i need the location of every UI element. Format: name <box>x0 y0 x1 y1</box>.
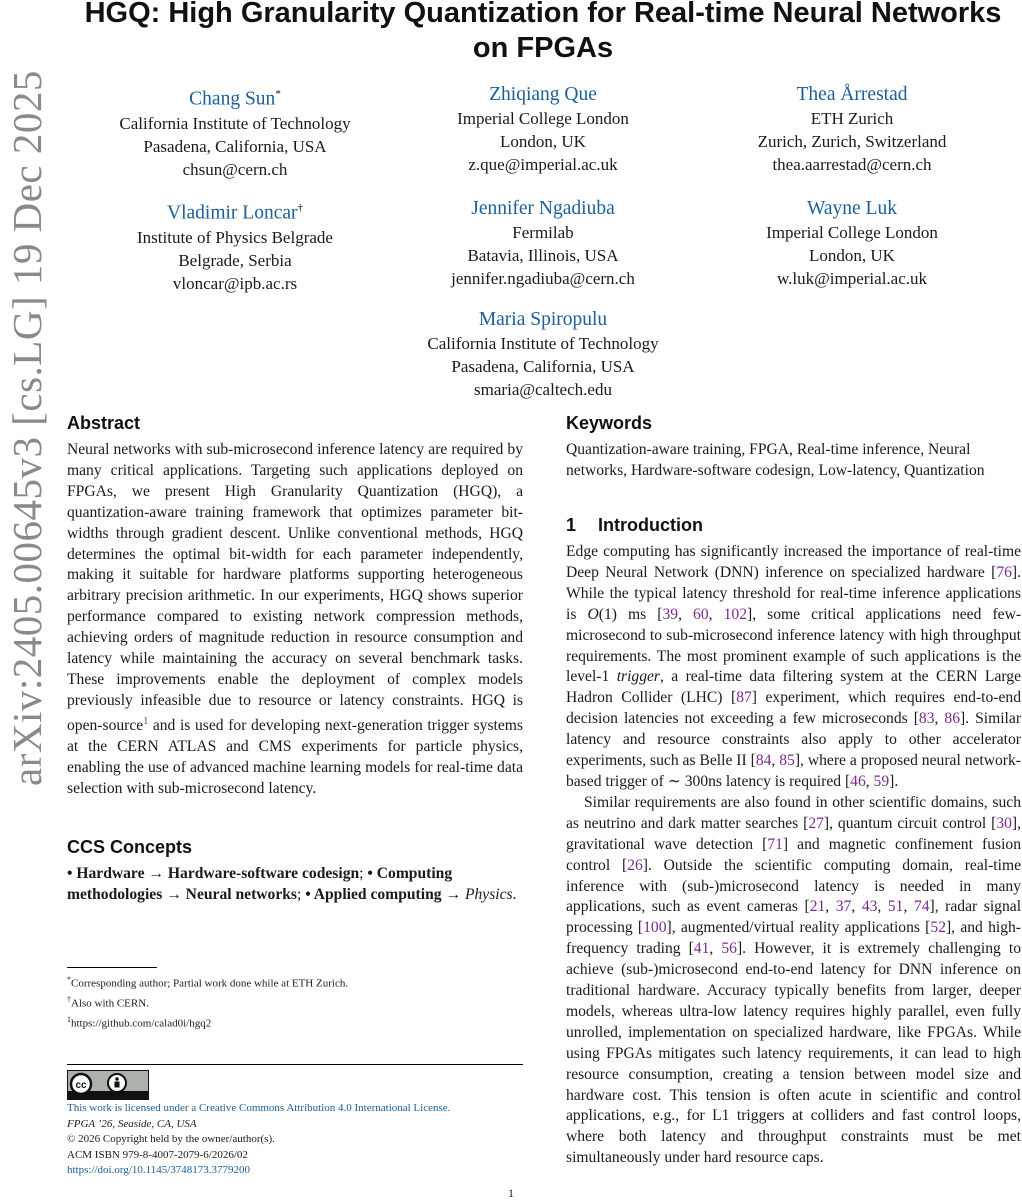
footnote-ref-1[interactable]: 1 <box>143 715 149 727</box>
author-name[interactable]: Thea Årrestad <box>796 84 908 105</box>
author-location: London, UK <box>809 246 895 265</box>
citation-ref[interactable]: 41 <box>693 940 710 958</box>
footnote-2: †Also with CERN. <box>67 995 149 1010</box>
citation-ref[interactable]: 87 <box>736 689 752 707</box>
author-affiliation: California Institute of Technology <box>427 334 659 353</box>
keywords-heading: Keywords <box>566 413 653 433</box>
citation-ref[interactable]: 84 <box>755 752 772 770</box>
author-location: London, UK <box>500 132 586 151</box>
license-link[interactable]: This work is licensed under a Creative Commons Attribution 4.0 International License. <box>67 1102 451 1114</box>
citation-ref[interactable]: 86 <box>944 710 960 728</box>
author-affiliation: Imperial College London <box>766 223 938 242</box>
arxiv-sidebar-stamp: arXiv:2405.00645v3 [cs.LG] 19 Dec 2025 <box>4 70 50 786</box>
page-number: 1 <box>508 1186 514 1200</box>
citation-ref[interactable]: 51 <box>887 898 904 916</box>
author-name[interactable]: Wayne Luk <box>807 198 897 219</box>
ccs-heading: CCS Concepts <box>67 837 193 857</box>
citation-ref[interactable]: 76 <box>996 563 1012 581</box>
ccs-section <box>67 836 523 906</box>
italic-term: trigger <box>616 668 661 686</box>
footnote-3[interactable]: $^1$https://github.com/calad0i/hgq2 <box>67 1015 212 1030</box>
cc-by-badge[interactable] <box>67 1070 149 1100</box>
citation-ref[interactable]: 46 <box>850 772 866 790</box>
footnote-rule <box>67 967 157 968</box>
author-3 <box>85 196 385 295</box>
citation-ref[interactable]: 39 <box>662 605 679 623</box>
footnote-1: *Corresponding author; Partial work done while at ETH Zurich. <box>67 975 349 990</box>
author-affiliation: ETH Zurich <box>810 109 894 128</box>
citation-ref[interactable]: 43 <box>861 898 878 916</box>
author-location: Belgrade, Serbia <box>178 250 292 270</box>
author-name[interactable]: Jennifer Ngadiuba <box>471 198 615 219</box>
citation-ref[interactable]: 71 <box>767 835 783 853</box>
citation-ref[interactable]: 56 <box>721 940 737 958</box>
introduction-section <box>566 514 1021 1169</box>
citation-ref[interactable]: 21 <box>809 898 826 916</box>
license-rule <box>67 1064 523 1065</box>
citation-ref[interactable]: 59 <box>873 772 890 790</box>
author-affiliation: Fermilab <box>512 223 574 242</box>
citation-ref[interactable]: 74 <box>913 898 930 916</box>
doi-link[interactable]: https://doi.org/10.1145/3748173.3779200 <box>67 1164 251 1176</box>
author-5 <box>702 196 1002 290</box>
abstract-section <box>67 412 523 800</box>
citation-ref[interactable]: 85 <box>779 752 795 770</box>
author-name[interactable]: Vladimir Loncar† <box>167 202 303 224</box>
ccs-text: • Hardware → Hardware-software codesign; • Computing methodologies → Neural networks; • Applied computing → Physics. <box>67 865 517 903</box>
venue: FPGA ’26, Seaside, CA, USA <box>67 1117 197 1130</box>
author-location: Pasadena, California, USA <box>143 136 327 156</box>
author-4 <box>393 196 693 290</box>
author-name[interactable]: Chang Sun* <box>189 88 281 110</box>
author-email[interactable]: w.luk@imperial.ac.uk <box>776 269 928 288</box>
citation-ref[interactable]: 102 <box>723 605 748 623</box>
author-1 <box>393 82 693 176</box>
introduction-heading: 1 Introduction <box>566 515 703 535</box>
abstract-heading: Abstract <box>67 413 141 433</box>
italic-term: O <box>587 605 599 623</box>
author-location: Zurich, Zurich, Switzerland <box>757 132 947 151</box>
citation-ref[interactable]: 60 <box>693 605 709 623</box>
license-block <box>67 1101 527 1179</box>
paper-title: HGQ: High Granularity Quantization for Real-time Neural Networks on FPGAs <box>84 0 1002 64</box>
author-location: Pasadena, California, USA <box>451 357 635 376</box>
author-email[interactable]: jennifer.ngadiuba@cern.ch <box>451 269 635 288</box>
citation-ref[interactable]: 27 <box>808 814 824 832</box>
author-name[interactable]: Zhiqiang Que <box>489 84 597 105</box>
intro-paragraph-1: Edge computing has significantly increased the importance of real-time Deep Neural Network (DNN) inference on specialized hardware [76]. While the typical latency threshold for real-time inference applications is O(1) ms [39, 60, 102], some critical applications need few-microsecond to sub-microsecond inference latency with high throughput requirements. The most prominent example of such applications is the level-1 trigger, a real-time data filtering system at the CERN Large Hadron Collider (LHC) [87] experiment, which requires end-to-end decision latencies not exceeding a few microseconds [83, 86]. Similar latency and resource constraints also apply to other accelerator experiments, such as Belle II [84, 85], where a proposed neural network-based trigger of ∼ 300ns latency is required [46, 59]. <box>566 543 1022 790</box>
citation-ref[interactable]: 83 <box>918 710 935 728</box>
author-email[interactable]: z.que@imperial.ac.uk <box>468 155 618 174</box>
svg-text:cc: cc <box>75 1080 87 1091</box>
keywords-text: Quantization-aware training, FPGA, Real-time inference, Neural networks, Hardware-software codesign, Low-latency, Quantization <box>566 441 985 479</box>
author-affiliation: Imperial College London <box>457 109 629 128</box>
author-email[interactable]: smaria@caltech.edu <box>474 380 612 399</box>
footnotes <box>67 972 523 1032</box>
intro-paragraph-2: Similar requirements are also found in other scientific domains, such as neutrino and dark matter searches [27], quantum circuit control [30], gravitational wave detection [71] and magnetic confinement fusion control [26]. Outside the scientific computing domain, real-time inference with (sub-)microsecond latency is needed in many applications, such as event cameras [21, 37, 43, 51, 74], radar signal processing [100], augmented/virtual reality applications [52], and high-frequency trading [41, 56]. However, it is extremely challenging to achieve (sub-)microsecond end-to-end latency for DNN inference on traditional hardware. Accuracy typically benefits from larger, deeper models, whereas ultra-low latency requires highly parallel, even fully unrolled, implementation on specialized hardware, like FPGAs. While using FPGAs mitigates such latency requirements, it can lead to high resource consumption, creating a tension between model size and hardware cost. This tension is often acute in scientific and control applications, e.g., for L1 triggers at colliders and fast control loops, where both latency and throughput constraints must be met simultaneously under hard resource caps. <box>566 793 1022 1167</box>
author-email[interactable]: thea.aarrestad@cern.ch <box>772 155 932 174</box>
citation-ref[interactable]: 37 <box>835 898 852 916</box>
author-location: Batavia, Illinois, USA <box>467 246 619 265</box>
citation-ref[interactable]: 52 <box>930 919 946 937</box>
author-0 <box>85 82 385 181</box>
cc-by-icon <box>68 1071 148 1099</box>
citation-ref[interactable]: 26 <box>627 856 643 874</box>
abstract-text: Neural networks with sub-microsecond inference latency are required by many critical applications. Targeting such applications deployed on FPGAs, we present High Granularity Quantization (HGQ), a quantization-aware training framework that optimizes parameter bit-widths through gradient descent. Unlike conventional methods, HGQ determines the optimal bit-width for each parameter independently, making it suitable for hardware platforms supporting heterogeneous arbitrary precision arithmetic. In our experiments, HGQ shows superior performance compared to existing network compression methods, achieving orders of magnitude reduction in resource consumption and latency while maintaining the accuracy on several benchmark tasks. These improvements enable the deployment of complex models previously infeasible due to resource or latency constraints. HGQ is open-source$^1$ and is used for developing next-generation trigger systems at the CERN ATLAS and CMS experiments for particle physics, enabling the use of advanced machine learning models for real-time data selection with sub-microsecond latency. <box>67 441 523 797</box>
citation-ref[interactable]: 30 <box>996 814 1012 832</box>
author-email[interactable]: vloncar@ipb.ac.rs <box>172 273 298 293</box>
author-affiliation: Institute of Physics Belgrade <box>137 227 333 247</box>
author-6 <box>393 307 693 401</box>
citation-ref[interactable]: 100 <box>643 919 667 937</box>
keywords-section <box>566 412 1021 482</box>
author-2 <box>702 82 1002 176</box>
author-affiliation: California Institute of Technology <box>119 113 351 133</box>
isbn: ACM ISBN 979-8-4007-2079-6/2026/02 <box>67 1148 248 1161</box>
author-name[interactable]: Maria Spiropulu <box>478 309 608 330</box>
copyright: © 2026 Copyright held by the owner/author(s). <box>67 1133 275 1145</box>
author-email[interactable]: chsun@cern.ch <box>182 159 288 179</box>
